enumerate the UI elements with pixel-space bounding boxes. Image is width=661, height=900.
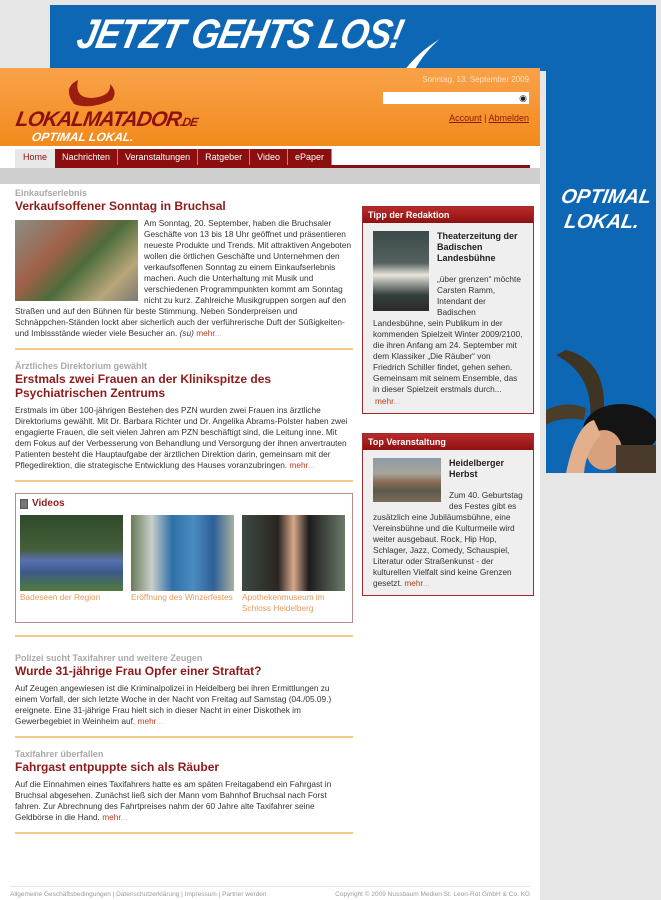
top-event-content xyxy=(363,450,533,595)
binoculars-icon[interactable]: ◉ xyxy=(517,92,529,104)
tab-veranstaltungen[interactable]: Veranstaltungen xyxy=(118,149,198,165)
tipp-box xyxy=(362,206,534,414)
article-image[interactable] xyxy=(15,220,138,301)
tab-home[interactable]: Home xyxy=(15,149,55,168)
article-body xyxy=(15,779,353,823)
footer-copyright: Copyright © 2009 Nussbaum Medien St. Leon-Rot GmbH & Co. KG xyxy=(335,891,530,898)
logout-link[interactable]: Abmelden xyxy=(488,113,529,123)
article xyxy=(15,361,353,482)
search-bar xyxy=(383,92,529,104)
more-link-label: mehr xyxy=(137,716,156,726)
account-link[interactable]: Account xyxy=(449,113,482,123)
article-text: Erstmals im über 100-jährigen Bestehen des PZN wurden zwei Frauen ins ärztliche Direktoriums gewählt. Mit Dr. Barbara Richter und Dr. Angelika Abrams-Polster haben zwei engagierte Frauen, die seit vielen Jahren am PZN beschäftigt sind, die Leitung inne. Mit dem Fokus auf der Verbesserung von Behandlung und Versorgung der ihnen anvertrauten Patienten besteht die Hauptaufgabe der ärztlichen Direktion darin, gemeinsam mit der Pflegedirektion, die strategische Entwicklung des Hauses voranzubringen. xyxy=(15,405,348,470)
brand-tld: .DE xyxy=(178,115,199,129)
main-column xyxy=(15,188,353,845)
top-event-text: Zum 40. Geburtstag des Festes gibt es zusätzlich eine Jubiläumsbühne, eine Vereinsbühne und die Kulturmeile wird weiter ausgebaut. Rock, Hip Hop, Schlager, Jazz, Comedy, Schauspiel, Literatur oder Straßenkunst - der kulturellen Vielfalt sind keine Grenzen gesetzt. xyxy=(373,490,523,588)
video-item[interactable] xyxy=(242,515,345,614)
more-link-dots: ... xyxy=(214,328,222,338)
site-header xyxy=(0,68,540,146)
ad-banner-side[interactable] xyxy=(546,60,656,473)
more-link-label: mehr xyxy=(289,460,308,470)
article-text: Auf die Einnahmen eines Taxifahrers hatte es am späten Freitagabend ein Fahrgast in Bruchsal abgesehen. Zunächst ließ sich der Mann vom Bahnhof Bruchsal nach Forst fahren. Zur Abrechnung des Fahrtpreises nahm der 60 Jahre alte Taxifahrer seine Geldbörse in die Hand. xyxy=(15,779,332,822)
site-logo[interactable] xyxy=(14,78,199,146)
article-headline[interactable]: Verkaufsoffener Sonntag in Bruchsal xyxy=(15,199,226,213)
article-headline[interactable]: Fahrgast entpuppte sich als Räuber xyxy=(15,760,220,774)
account-separator: | xyxy=(484,113,487,123)
brand-tagline: OPTIMAL LOKAL. xyxy=(30,130,136,144)
article-body xyxy=(15,683,353,727)
video-thumbnail[interactable] xyxy=(242,515,345,591)
video-caption[interactable]: Apothekenmuseum im Schloss Heidelberg xyxy=(242,592,325,613)
more-link-dots: ... xyxy=(156,716,163,726)
more-link-dots: ... xyxy=(120,812,128,822)
tab-video[interactable]: Video xyxy=(250,149,288,165)
more-link[interactable] xyxy=(373,396,523,407)
more-link[interactable] xyxy=(102,812,127,822)
article xyxy=(15,188,353,350)
ad-side-slogan-line2: LOKAL. xyxy=(562,211,642,233)
videos-title: Videos xyxy=(32,498,65,509)
article-kicker: Taxifahrer überfallen xyxy=(15,749,104,759)
top-event-header: Top Veranstaltung xyxy=(363,434,533,450)
more-link-dots: ... xyxy=(393,396,401,406)
more-link-label: mehr xyxy=(102,812,121,822)
video-thumbnail[interactable] xyxy=(20,515,123,591)
article-headline[interactable]: Erstmals zwei Frauen an der Klinikspitze des Psychiatrischen Zentrums xyxy=(15,372,272,400)
logo-horns-icon xyxy=(60,78,120,108)
sidebar xyxy=(362,206,534,606)
ad-woman-horns-image xyxy=(546,350,656,473)
video-item[interactable] xyxy=(131,515,234,614)
article-body xyxy=(15,218,353,339)
article-kicker: Ärztliches Direktorium gewählt xyxy=(15,361,148,371)
footer-links[interactable]: Allgemeine Geschäftsbedingungen | Datenschutzerklärung | Impressum | Partner werden xyxy=(10,891,267,898)
event-image[interactable] xyxy=(373,458,441,502)
more-link-label: mehr xyxy=(375,396,394,406)
more-link[interactable] xyxy=(289,460,314,470)
tab-nachrichten[interactable]: Nachrichten xyxy=(55,149,118,165)
brand-text: LOKALMATADOR xyxy=(14,108,183,131)
videos-box xyxy=(15,493,353,623)
video-caption[interactable]: Eröffnung des Winzerfestes xyxy=(131,592,233,602)
tipp-header: Tipp der Redaktion xyxy=(363,207,533,223)
article-kicker: Einkaufserlebnis xyxy=(15,188,88,198)
article xyxy=(15,653,353,738)
footer xyxy=(10,886,530,898)
tab-epaper[interactable]: ePaper xyxy=(288,149,332,165)
search-input[interactable] xyxy=(383,92,517,104)
tab-ratgeber[interactable]: Ratgeber xyxy=(198,149,250,165)
video-thumbnail[interactable] xyxy=(131,515,234,591)
top-event-box xyxy=(362,433,534,596)
more-link-dots: ... xyxy=(422,578,430,588)
tipp-text: „über grenzen“ möchte Carsten Ramm, Intendant der Badischen Landesbühne, sein Publikum in der kommenden Spielzeit Winter 2009/2100, die ihren Anfang am 24. September mit dem Klassiker „Die Räuber“ von Friedrich Schiller findet, gehen sehen. Gemeinsam mit seinem Ensemble, das in dieser Spielzeit erstmals durch... xyxy=(373,274,523,394)
article-author: (su) xyxy=(179,328,194,338)
article xyxy=(15,749,353,834)
more-link-label: mehr xyxy=(404,578,423,588)
videos-heading xyxy=(20,498,348,509)
ad-side-slogan xyxy=(550,185,656,235)
subnav-bar xyxy=(0,168,540,184)
tipp-content xyxy=(363,223,533,413)
more-link-label: mehr xyxy=(196,328,215,338)
article-body xyxy=(15,405,353,471)
top-event-title[interactable]: Heidelberger Herbst xyxy=(449,458,505,479)
video-list xyxy=(20,515,348,614)
magazine-cover-image[interactable] xyxy=(373,231,429,311)
account-links xyxy=(449,113,529,123)
main-nav xyxy=(0,146,540,168)
videos-divider xyxy=(15,635,353,637)
more-link[interactable] xyxy=(196,328,221,338)
article-headline[interactable]: Wurde 31-jährige Frau Opfer einer Straftat? xyxy=(15,664,262,678)
article-kicker: Polizei sucht Taxifahrer und weitere Zeugen xyxy=(15,653,203,663)
video-caption[interactable]: Badeseen der Region xyxy=(20,592,101,602)
more-link[interactable] xyxy=(404,578,429,588)
tipp-title[interactable]: Theaterzeitung der Badischen Landesbühne xyxy=(437,231,518,263)
article-text: Am Sonntag, 20. September, haben die Bruchsaler Geschäfte von 13 bis 18 Uhr geöffnet und präsentieren neueste Produkte und Trends. Mit attraktiven Angeboten wollen die örtlichen Geschäfte und Unternehmen den verkaufsoffenen Sonntag zu einem Einkaufserlebnis machen. Auch die Unterhaltung mit Musik und verschiedenen Programmpunkten kommt am Sonntag nicht zu kurz. Zahlreiche Musikgruppen sorgen auf den Straßen und auf den Bühnen für beste Stimmung. Neben Sonderpreisen und Schnäppchen-Ständen lockt aber sicherlich auch der verführerische Duft der Süßigkeiten- und Imbissstände wieder viele Besucher an. xyxy=(15,218,352,338)
brand-name xyxy=(14,108,200,132)
more-link[interactable] xyxy=(138,716,163,726)
more-link-dots: ... xyxy=(307,460,315,470)
video-item[interactable] xyxy=(20,515,123,614)
ad-side-slogan-line1: OPTIMAL xyxy=(559,186,654,208)
article-text: Auf Zeugen angewiesen ist die Kriminalpolizei in Heidelberg bei ihren Ermittlungen zu einem Vorfall, der sich letzte Woche in der Nacht von Freitag auf Samstag (04./05.09.) ereignete. Eine 31-jährige Frau hielt sich in dieser Nacht in einer Diskothek im Gewerbegebiet in Weinheim auf. xyxy=(15,683,332,726)
film-icon xyxy=(20,499,28,509)
current-date: Sonntag, 13. September 2009 xyxy=(422,75,529,84)
ad-slogan: JETZT GEHTS LOS! xyxy=(73,9,408,58)
